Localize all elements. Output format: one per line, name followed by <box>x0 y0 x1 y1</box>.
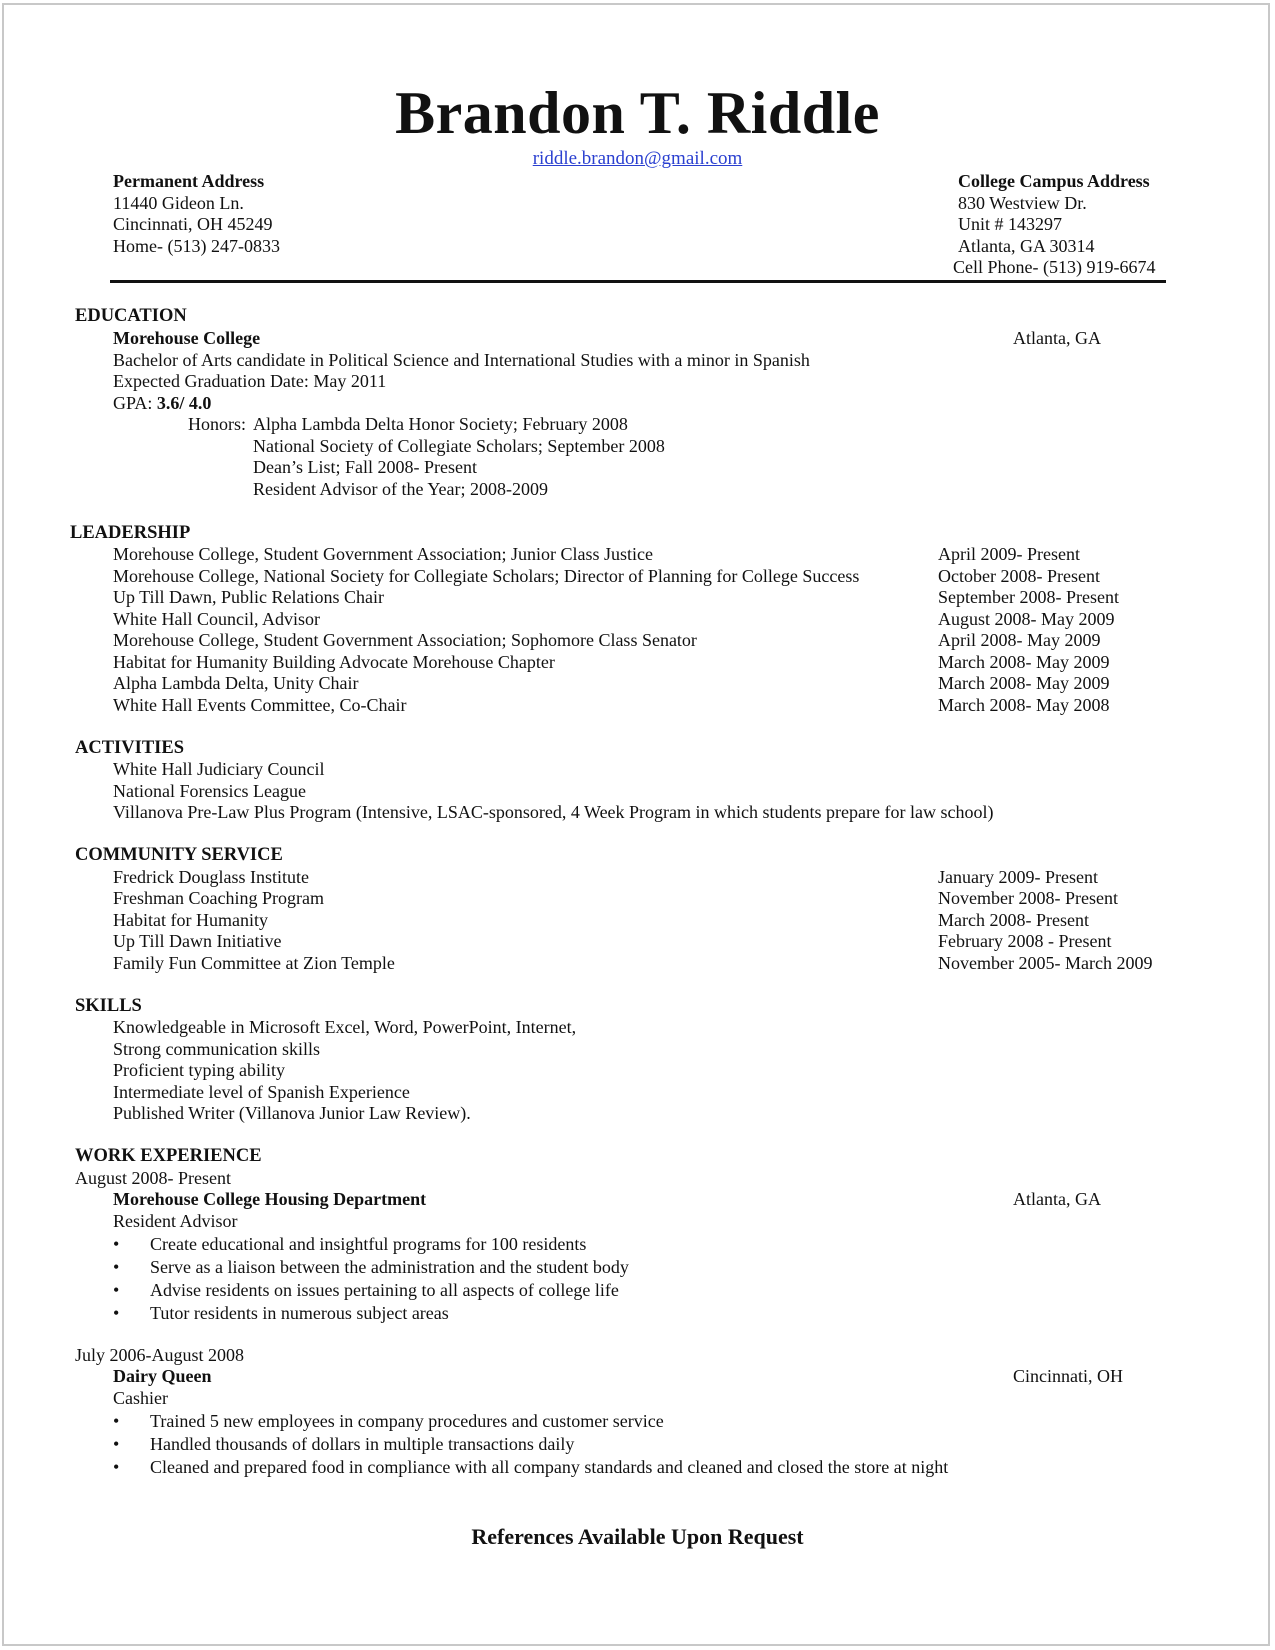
bullet-icon: • <box>113 1303 120 1323</box>
service-dates: March 2008- Present <box>938 910 1089 930</box>
leadership-role: Habitat for Humanity Building Advocate Morehouse Chapter <box>113 652 555 672</box>
honor-item: Resident Advisor of the Year; 2008-2009 <box>253 479 548 499</box>
permanent-address-heading: Permanent Address <box>113 171 265 191</box>
leadership-role: Morehouse College, Student Government Association; Junior Class Justice <box>113 544 653 564</box>
campus-address-line1: 830 Westview Dr. <box>958 192 1087 213</box>
gpa-value: 3.6/ 4.0 <box>156 393 212 413</box>
campus-address-line2: Unit # 143297 <box>958 214 1063 234</box>
campus-address <box>953 171 1156 279</box>
job-bullet-text: Create educational and insightful programs for 100 residents <box>150 1234 587 1254</box>
honors-label: Honors: <box>188 414 246 434</box>
skill-item: Strong communication skills <box>113 1039 320 1059</box>
skill-item: Published Writer (Villanova Junior Law Review). <box>113 1103 471 1123</box>
service-org: Family Fun Committee at Zion Temple <box>113 953 395 973</box>
work-experience-heading: WORK EXPERIENCE <box>75 1146 262 1166</box>
bullet-icon: • <box>113 1280 120 1300</box>
activity-item: National Forensics League <box>113 781 306 801</box>
candidate-name: Brandon T. Riddle <box>395 80 880 146</box>
permanent-address <box>113 171 280 257</box>
job-dates: August 2008- Present <box>75 1168 231 1188</box>
leadership-dates: March 2008- May 2008 <box>938 695 1110 715</box>
education-gpa <box>113 393 211 415</box>
job-bullet-text: Serve as a liaison between the administration and the student body <box>150 1257 629 1277</box>
permanent-address-line2: Cincinnati, OH 45249 <box>113 214 273 234</box>
bullet-icon: • <box>113 1257 120 1277</box>
leadership-dates: April 2009- Present <box>938 544 1080 564</box>
leadership-role: Morehouse College, National Society for Collegiate Scholars; Director of Planning for College Success <box>113 566 860 586</box>
campus-address-heading: College Campus Address <box>958 171 1150 191</box>
leadership-role: Up Till Dawn, Public Relations Chair <box>113 587 385 607</box>
permanent-address-line1: 11440 Gideon Ln. <box>113 192 244 213</box>
leadership-dates: August 2008- May 2009 <box>938 609 1115 629</box>
leadership-role: White Hall Events Committee, Co-Chair <box>113 695 407 715</box>
service-org: Up Till Dawn Initiative <box>113 931 282 951</box>
cell-phone: Cell Phone- (513) 919-6674 <box>953 257 1156 277</box>
leadership-dates: March 2008- May 2009 <box>938 652 1110 672</box>
service-dates: November 2005- March 2009 <box>938 953 1153 973</box>
honor-item: National Society of Collegiate Scholars; September 2008 <box>253 436 665 456</box>
job-employer: Morehouse College Housing Department <box>113 1189 427 1209</box>
leadership-role: White Hall Council, Advisor <box>113 609 320 629</box>
bullet-icon: • <box>113 1411 120 1431</box>
job-title: Resident Advisor <box>113 1211 238 1231</box>
service-org: Freshman Coaching Program <box>113 888 324 908</box>
leadership-role: Morehouse College, Student Government Association; Sophomore Class Senator <box>113 630 697 650</box>
job-employer: Dairy Queen <box>113 1366 212 1386</box>
header-divider <box>110 280 1166 283</box>
leadership-role: Alpha Lambda Delta, Unity Chair <box>113 673 359 693</box>
home-phone: Home- (513) 247-0833 <box>113 235 280 256</box>
service-dates: January 2009- Present <box>938 867 1098 887</box>
bullet-icon: • <box>113 1457 120 1477</box>
job-bullet-text: Cleaned and prepared food in compliance with all company standards and cleaned and closed the store at night <box>150 1457 949 1477</box>
job-bullet-text: Trained 5 new employees in company procedures and customer service <box>150 1411 664 1431</box>
job-location: Atlanta, GA <box>1013 1189 1101 1209</box>
community-service-heading: COMMUNITY SERVICE <box>75 845 283 865</box>
skill-item: Knowledgeable in Microsoft Excel, Word, PowerPoint, Internet, <box>113 1017 577 1037</box>
campus-address-line3: Atlanta, GA 30314 <box>958 235 1095 256</box>
references-note: References Available Upon Request <box>471 1524 804 1549</box>
education-heading: EDUCATION <box>75 306 187 326</box>
job-title: Cashier <box>113 1388 168 1408</box>
skill-item: Proficient typing ability <box>113 1060 285 1080</box>
gpa-label: GPA: <box>113 393 157 413</box>
service-org: Habitat for Humanity <box>113 910 268 930</box>
service-dates: November 2008- Present <box>938 888 1118 908</box>
job-dates: July 2006-August 2008 <box>75 1345 245 1365</box>
honor-item: Alpha Lambda Delta Honor Society; February 2008 <box>253 414 628 434</box>
leadership-dates: October 2008- Present <box>938 566 1100 586</box>
skills-heading: SKILLS <box>75 996 142 1016</box>
service-dates: February 2008 - Present <box>938 931 1112 951</box>
leadership-dates: April 2008- May 2009 <box>938 630 1101 650</box>
activities-heading: ACTIVITIES <box>75 738 184 758</box>
leadership-heading: LEADERSHIP <box>70 523 191 543</box>
skill-item: Intermediate level of Spanish Experience <box>113 1082 410 1102</box>
email-link[interactable]: riddle.brandon@gmail.com <box>532 148 743 169</box>
activity-item: Villanova Pre-Law Plus Program (Intensive, LSAC-sponsored, 4 Week Program in which students prepare for law school) <box>113 802 994 822</box>
job-bullet-text: Tutor residents in numerous subject areas <box>150 1303 449 1323</box>
education-graduation: Expected Graduation Date: May 2011 <box>113 371 387 391</box>
bullet-icon: • <box>113 1234 120 1254</box>
education-location: Atlanta, GA <box>1013 328 1101 348</box>
leadership-dates: March 2008- May 2009 <box>938 673 1110 693</box>
education-school: Morehouse College <box>113 328 261 348</box>
leadership-dates: September 2008- Present <box>938 587 1119 607</box>
service-org: Fredrick Douglass Institute <box>113 867 309 887</box>
job-bullet-text: Handled thousands of dollars in multiple transactions daily <box>150 1434 575 1454</box>
activity-item: White Hall Judiciary Council <box>113 759 325 779</box>
bullet-icon: • <box>113 1434 120 1454</box>
education-degree: Bachelor of Arts candidate in Political Science and International Studies with a minor in Spanish <box>113 350 810 370</box>
job-location: Cincinnati, OH <box>1013 1366 1123 1386</box>
honor-item: Dean’s List; Fall 2008- Present <box>253 457 477 477</box>
job-bullet-text: Advise residents on issues pertaining to all aspects of college life <box>150 1280 619 1300</box>
